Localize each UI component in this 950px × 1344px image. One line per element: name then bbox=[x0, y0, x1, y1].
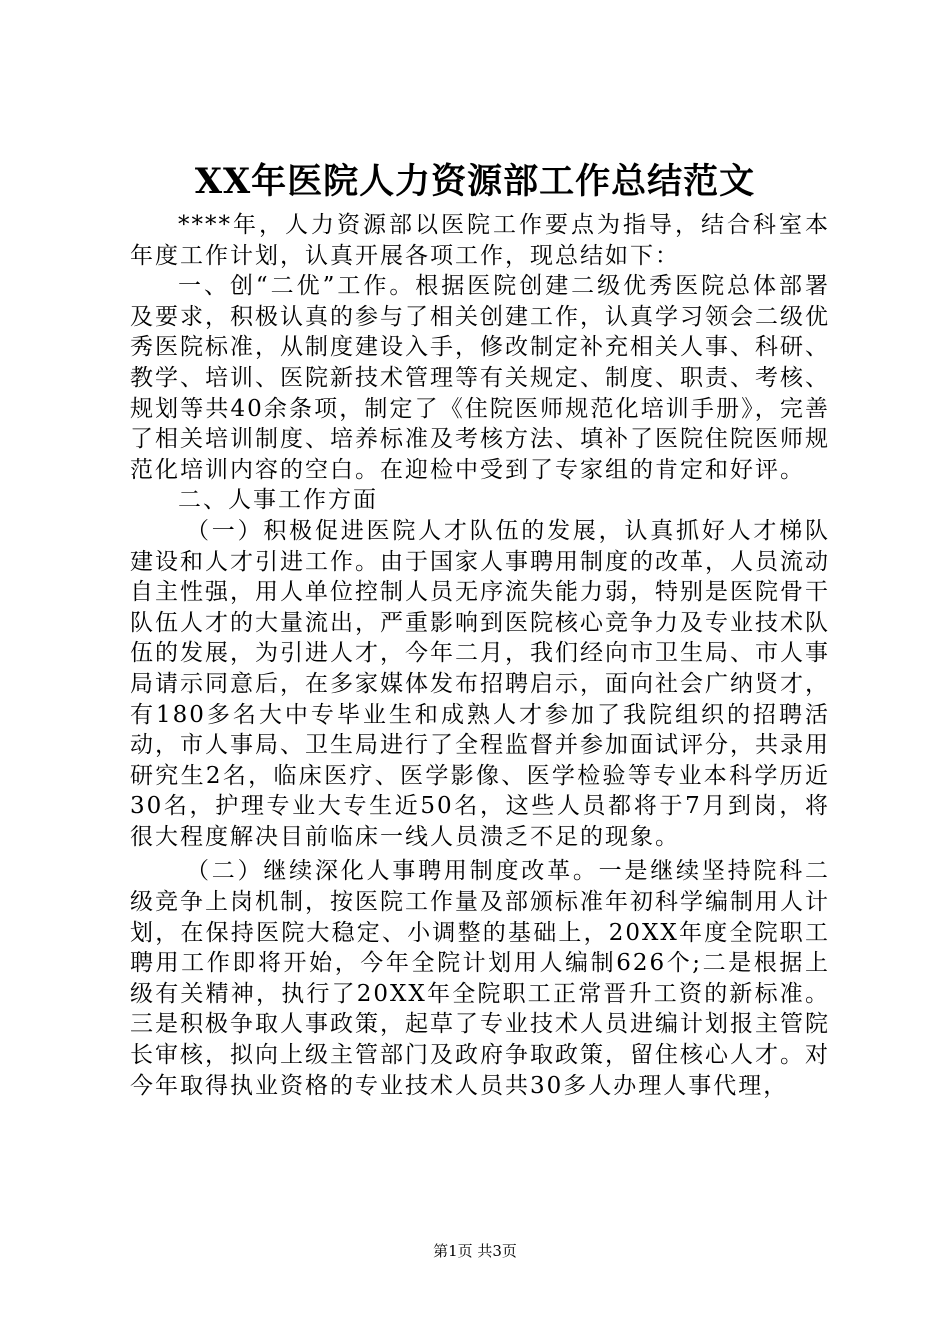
paragraph-employment-reform: （二）继续深化人事聘用制度改革。一是继续坚持院科二级竞争上岗机制，按医院工作量及部颁标准年初科学编制用人计划，在保持医院大稳定、小调整的基础上，20XX年度全院职工聘用工作即将开始，今年全院计划用人编制626个;二是根据上级有关精神，执行了20XX年全院职工正常晋升工资的新标准。三是积极争取人事政策，起草了专业技术人员进编计划报主管院长审核，拟向上级主管部门及政府争取政策，留住核心人才。对今年取得执业资格的专业技术人员共30多人办理人事代理， bbox=[130, 858, 830, 1099]
paragraph-section-one: 一、创“二优”工作。根据医院创建二级优秀医院总体部署及要求，积极认真的参与了相关创建工作，认真学习领会二级优秀医院标准，从制度建设入手，修改制定补充相关人事、科研、教学、培训、医院新技术管理等有关规定、制度、职责、考核、规划等共40余条项，制定了《住院医师规范化培训手册》，完善了相关培训制度、培养标准及考核方法、填补了医院住院医师规范化培训内容的空白。在迎检中受到了专家组的肯定和好评。 bbox=[130, 273, 830, 483]
paragraph-section-two-heading: 二、人事工作方面 bbox=[178, 487, 378, 514]
paragraph-intro: ****年，人力资源部以医院工作要点为指导，结合科室本年度工作计划，认真开展各项工作，现总结如下： bbox=[130, 212, 830, 269]
document-title: XX年医院人力资源部工作总结范文 bbox=[194, 161, 756, 202]
document-body bbox=[130, 210, 830, 1101]
page-number-footer: 第1页 共3页 bbox=[433, 1242, 517, 1260]
paragraph-talent-development: （一）积极促进医院人才队伍的发展，认真抓好人才梯队建设和人才引进工作。由于国家人事聘用制度的改革，人员流动自主性强，用人单位控制人员无序流失能力弱，特别是医院骨干队伍人才的大量流出，严重影响到医院核心竞争力及专业技术队伍的发展，为引进人才，今年二月，我们经向市卫生局、市人事局请示同意后，在多家媒体发布招聘启示，面向社会广纳贤才，有180多名大中专毕业生和成熟人才参加了我院组织的招聘活动，市人事局、卫生局进行了全程监督并参加面试评分，共录用研究生2名，临床医疗、医学影像、医学检验等专业本科学历近30名，护理专业大专生近50名，这些人员都将于7月到岗，将很大程度解决目前临床一线人员溃乏不足的现象。 bbox=[130, 517, 830, 850]
